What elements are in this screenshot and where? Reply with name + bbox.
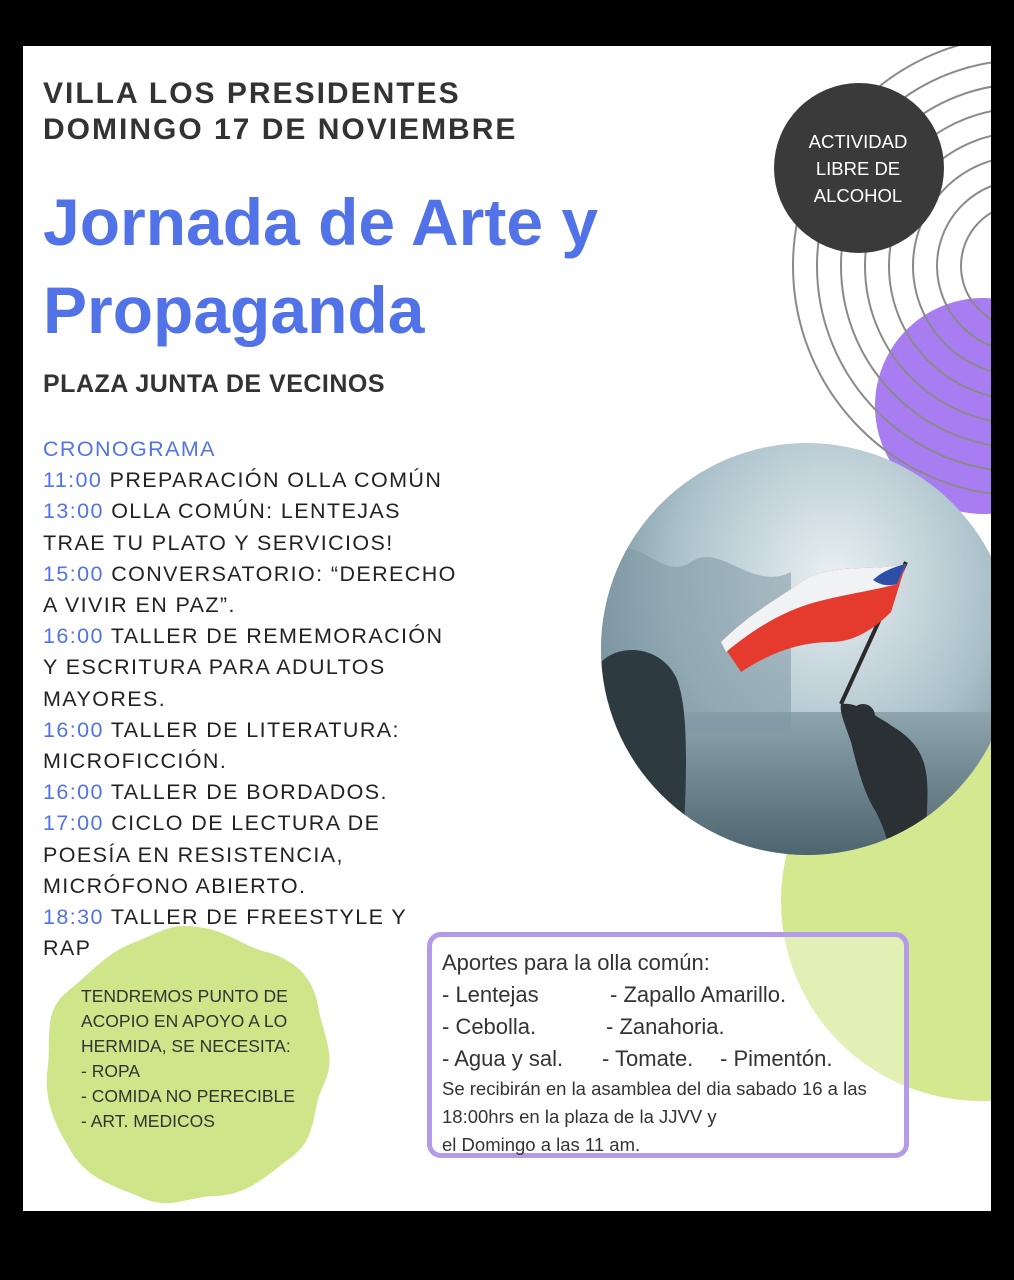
schedule-time: 18:30 — [43, 905, 104, 930]
contributions-note: 18:00hrs en la plaza de la JJVV y — [442, 1106, 717, 1127]
schedule-heading: CRONOGRAMA — [43, 437, 216, 461]
title-line-1: Jornada de Arte y — [43, 185, 599, 259]
schedule-time: 16:00 — [43, 717, 104, 742]
schedule-text: RAP — [43, 936, 92, 961]
schedule-item — [43, 465, 503, 496]
collection-line: ACOPIO EN APOYO A LO — [81, 1011, 288, 1031]
venue: PLAZA JUNTA DE VECINOS — [43, 370, 386, 398]
schedule-text: TALLER DE FREESTYLE Y — [110, 905, 408, 930]
contribution-item: - Lentejas — [442, 982, 539, 1007]
poster — [23, 46, 991, 1211]
collection-line: HERMIDA, SE NECESITA: — [81, 1036, 291, 1056]
schedule-text: A VIVIR EN PAZ”. — [43, 593, 236, 618]
contributions-row — [442, 1011, 904, 1043]
schedule-item — [43, 621, 503, 715]
collection-line: - COMIDA NO PERECIBLE — [81, 1086, 295, 1106]
contribution-item: - Agua y sal. — [442, 1046, 564, 1071]
collection-line: - ROPA — [81, 1061, 140, 1081]
badge-line: ALCOHOL — [813, 185, 903, 206]
schedule-time: 13:00 — [43, 499, 104, 524]
schedule-text: OLLA COMÚN: LENTEJAS — [111, 499, 401, 524]
schedule-time: 15:00 — [43, 561, 104, 586]
contributions-row — [442, 979, 904, 1011]
schedule-text: Y ESCRITURA PARA ADULTOS — [43, 655, 386, 680]
schedule-text: TALLER DE LITERATURA: — [110, 717, 400, 742]
schedule-text: MICROFICCIÓN. — [43, 749, 228, 774]
schedule-text: POESÍA EN RESISTENCIA, — [43, 842, 344, 867]
schedule-item — [43, 496, 503, 558]
schedule-time: 17:00 — [43, 811, 104, 836]
schedule-text: PREPARACIÓN OLLA COMÚN — [109, 468, 443, 493]
schedule-text: CICLO DE LECTURA DE — [111, 811, 381, 836]
schedule-time: 11:00 — [43, 468, 103, 493]
contributions-title: Aportes para la olla común: — [442, 950, 710, 975]
title-line-2: Propaganda — [43, 273, 425, 347]
schedule-item — [43, 559, 503, 621]
schedule-text: TRAE TU PLATO Y SERVICIOS! — [43, 530, 394, 555]
schedule-text: TALLER DE BORDADOS. — [110, 780, 388, 805]
contribution-item: - Cebolla. — [442, 1014, 537, 1039]
schedule-item — [43, 808, 503, 902]
contribution-item: - Pimentón. — [720, 1046, 833, 1071]
location-header: VILLA LOS PRESIDENTES — [43, 77, 461, 110]
schedule-item — [43, 777, 503, 808]
schedule — [43, 434, 503, 964]
contributions-note: Se recibirán en la asamblea del dia sabado 16 a las — [442, 1078, 867, 1099]
contribution-item: - Zanahoria. — [606, 1014, 725, 1039]
contributions-box — [427, 932, 909, 1158]
schedule-text: CONVERSATORIO: “DERECHO — [111, 561, 457, 586]
schedule-text: MICRÓFONO ABIERTO. — [43, 873, 307, 898]
date-header: DOMINGO 17 DE NOVIEMBRE — [43, 113, 518, 146]
schedule-time: 16:00 — [43, 780, 104, 805]
contribution-item: - Zapallo Amarillo. — [610, 982, 787, 1007]
schedule-text: TALLER DE REMEMORACIÓN — [110, 624, 444, 649]
collection-notice — [81, 984, 331, 1134]
event-title — [43, 178, 598, 354]
schedule-time: 16:00 — [43, 624, 104, 649]
contributions-note: el Domingo a las 11 am. — [442, 1134, 641, 1155]
schedule-text: MAYORES. — [43, 686, 167, 711]
contribution-item: - Tomate. — [602, 1046, 694, 1071]
contributions-row — [442, 1043, 904, 1075]
badge-line: LIBRE DE — [815, 158, 901, 179]
protest-photo — [601, 412, 991, 888]
badge-text — [783, 128, 933, 209]
collection-line: - ART. MEDICOS — [81, 1111, 215, 1131]
schedule-item — [43, 715, 503, 777]
badge-line: ACTIVIDAD — [808, 131, 908, 152]
collection-line: TENDREMOS PUNTO DE — [81, 986, 288, 1006]
